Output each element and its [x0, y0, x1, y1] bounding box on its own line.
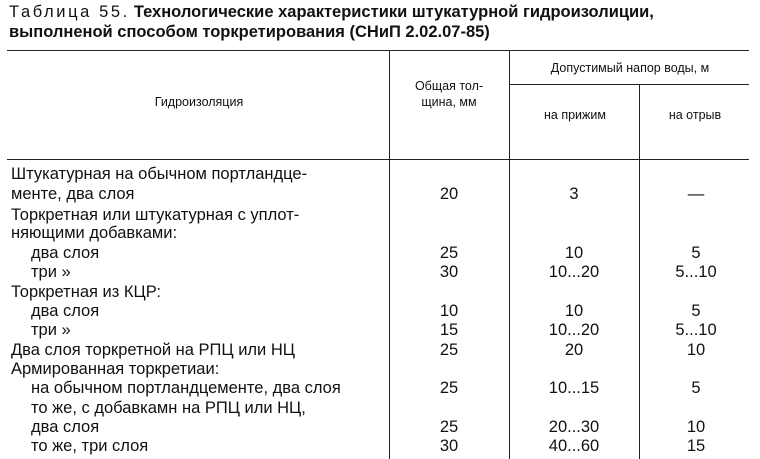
cell-press: 40...60 [548, 437, 600, 455]
row-label: няющими добавками: [11, 224, 178, 242]
cell-press: 20 [564, 341, 584, 359]
cell-press: 10...20 [548, 263, 600, 281]
row-label: два слоя [31, 418, 100, 436]
table-row [0, 262, 760, 282]
header-tear: на отрыв [668, 108, 722, 122]
table-top-rule [7, 50, 749, 51]
table-row [0, 359, 760, 379]
table-row [0, 340, 760, 360]
table-row [0, 378, 760, 398]
cell-tear: 5...10 [675, 321, 717, 339]
row-label: Штукатурная на обычном портландце- [11, 165, 308, 183]
cell-thickness: 15 [439, 321, 459, 339]
table-row [0, 223, 760, 243]
table-title: Технологические характеристики штукатурной гидроизолиции, выполненой способом торкретирования (СНиП 2.02.07-85) [9, 3, 654, 41]
cell-thickness: 20 [439, 185, 459, 203]
cell-tear: 5 [691, 302, 701, 320]
row-label: то же, три слоя [31, 437, 149, 455]
cell-thickness: 30 [439, 437, 459, 455]
cell-thickness: 25 [439, 418, 459, 436]
cell-thickness: 10 [439, 302, 459, 320]
table-number: Таблица 55. [9, 3, 130, 21]
cell-tear: 10 [686, 341, 706, 359]
cell-tear: 5...10 [675, 263, 717, 281]
table-row [0, 301, 760, 321]
cell-thickness: 30 [439, 263, 459, 281]
table-row [0, 417, 760, 437]
table-row [0, 243, 760, 263]
cell-press: 20...30 [548, 418, 600, 436]
cell-tear: 5 [691, 379, 701, 397]
row-label: менте, два слоя [11, 185, 135, 203]
header-pressure-group: Допустимый напор воды, м [550, 61, 710, 75]
header-thickness: Общая тол-щина, мм [414, 79, 484, 109]
row-label: три » [31, 321, 71, 339]
row-label: два слоя [31, 302, 100, 320]
cell-press: 10...15 [548, 379, 600, 397]
table-caption [9, 2, 749, 42]
cell-press: 3 [569, 185, 579, 203]
row-label: на обычном портландцементе, два слоя [31, 379, 341, 397]
row-label: то же, с добавкамн на РПЦ или НЦ, [31, 399, 306, 417]
row-label: три » [31, 263, 71, 281]
table-row [0, 436, 760, 456]
row-label: два слоя [31, 244, 100, 262]
header-bottom-rule [7, 159, 749, 160]
table-row [0, 320, 760, 340]
table-row [0, 164, 760, 184]
row-label: Армированная торкретиаи: [11, 360, 220, 378]
table-row [0, 205, 760, 225]
cell-press: 10 [564, 244, 584, 262]
cell-tear: 10 [686, 418, 706, 436]
cell-tear: — [687, 185, 705, 203]
table-row [0, 398, 760, 418]
cell-tear: 5 [691, 244, 701, 262]
row-label: Торкретная или штукатурная с уплот- [11, 206, 300, 224]
header-press: на прижим [544, 108, 606, 122]
table-row [0, 184, 760, 204]
subheader-rule [510, 84, 749, 85]
row-label: Два слоя торкретной на РПЦ или НЦ [11, 341, 295, 359]
cell-thickness: 25 [439, 379, 459, 397]
table-row [0, 282, 760, 302]
row-label: Торкретная из КЦР: [11, 283, 161, 301]
cell-thickness: 25 [439, 244, 459, 262]
cell-press: 10...20 [548, 321, 600, 339]
header-name: Гидроизоляция [154, 95, 244, 109]
cell-thickness: 25 [439, 341, 459, 359]
cell-tear: 15 [686, 437, 706, 455]
cell-press: 10 [564, 302, 584, 320]
